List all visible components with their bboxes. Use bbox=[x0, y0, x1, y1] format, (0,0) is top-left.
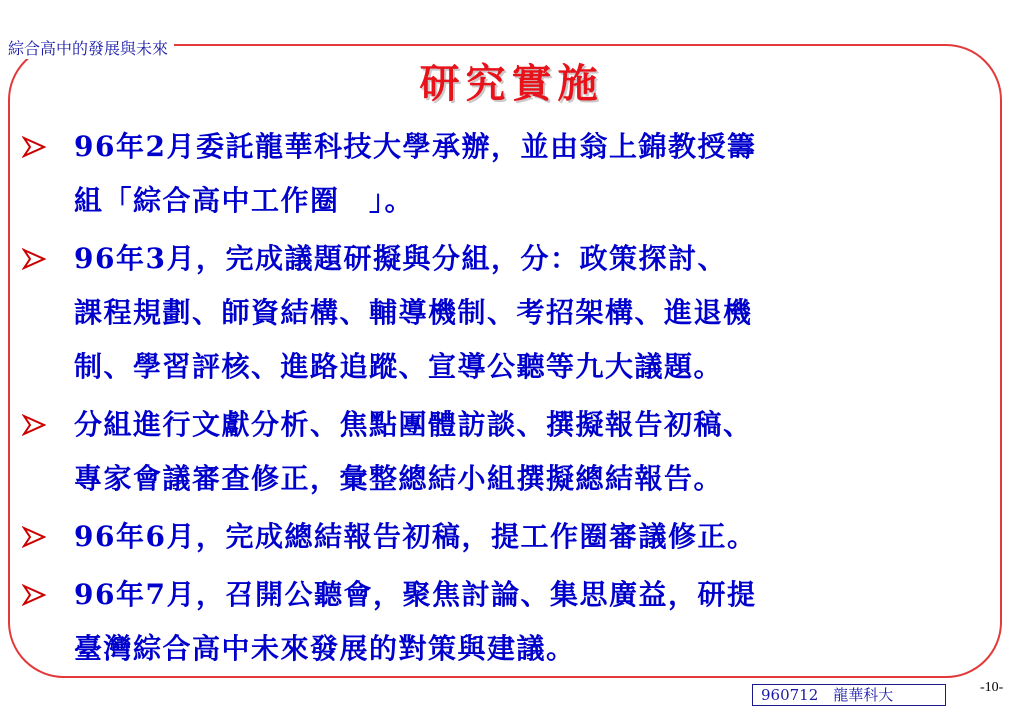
bullet-item bbox=[18, 510, 993, 564]
arrow-bullet-icon bbox=[22, 510, 52, 564]
bullet-item bbox=[18, 568, 993, 676]
bullet-line: 制、學習評核、進路追蹤、宣導公聽等九大議題。 bbox=[74, 350, 724, 383]
arrow-bullet-icon bbox=[22, 232, 52, 286]
footer-label: 960712 龍華科大 bbox=[752, 684, 946, 706]
corner-title: 綜合高中的發展與未來 bbox=[6, 36, 174, 59]
slide-title: 研究實施 bbox=[419, 60, 604, 107]
page-number: -10- bbox=[980, 680, 1004, 695]
bullet-list bbox=[18, 120, 993, 676]
arrow-bullet-icon bbox=[22, 120, 52, 174]
bullet-line: 專家會議審查修正，彙整總結小組撰擬總結報告。 bbox=[74, 462, 724, 495]
bullet-line: 分組進行文獻分析、焦點團體訪談、撰擬報告初稿、 bbox=[74, 408, 753, 441]
bullet-line: 96年2月委託龍華科技大學承辦，並由翁上錦教授籌 bbox=[74, 130, 757, 163]
bullet-line: 96年6月，完成總結報告初稿，提工作圈審議修正。 bbox=[74, 520, 757, 553]
bullet-line: 臺灣綜合高中未來發展的對策與建議。 bbox=[74, 632, 576, 665]
bullet-line: 組「綜合高中工作圈 」。 bbox=[74, 184, 415, 217]
bullet-item bbox=[18, 232, 993, 394]
bullet-line: 課程規劃、師資結構、輔導機制、考招架構、進退機 bbox=[74, 296, 753, 329]
bullet-line: 96年7月，召開公聽會，聚焦討論、集思廣益，研提 bbox=[74, 578, 757, 611]
bullet-item bbox=[18, 120, 993, 228]
bullet-item bbox=[18, 398, 993, 506]
arrow-bullet-icon bbox=[22, 398, 52, 452]
arrow-bullet-icon bbox=[22, 568, 52, 622]
bullet-line: 96年3月，完成議題研擬與分組，分：政策探討、 bbox=[74, 242, 727, 275]
